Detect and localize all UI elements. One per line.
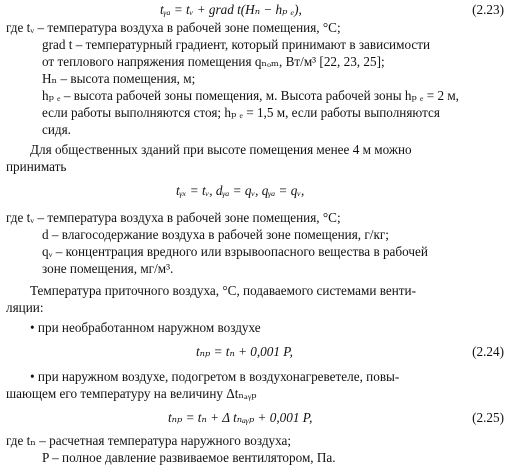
definition-tv: где tᵥ – температура воздуха в рабочей зоне помещения, °С;	[6, 20, 341, 35]
definition-grad-t: grad t – температурный градиент, который принимают в зависимости	[42, 37, 431, 52]
formula-2-24: tₙₚ = tₙ + 0,001 P,	[196, 344, 293, 359]
definition-hn: Hₙ – высота помещения, м;	[42, 71, 196, 86]
definition-d: d – влагосодержание воздуха в рабочей зоне помещения, г/кг;	[42, 227, 389, 242]
equation-number-2-23: (2.23)	[472, 2, 504, 17]
definition-grad-t-cont: от теплового напряжения помещения qₙₒₘ, Вт/м³ [22, 23, 25];	[42, 54, 385, 69]
definition-qv: qᵥ – концентрация вредного или взрывоопасного вещества в рабочей	[42, 244, 428, 259]
definition-tn: где tₙ – расчетная температура наружного воздуха;	[6, 433, 292, 448]
paragraph-supply-air: Температура приточного воздуха, °С, подаваемого системами венти-	[30, 283, 416, 298]
definition-qv-cont: зоне помещения, мг/м³.	[42, 261, 174, 276]
definition-hrz-cont: если работы выполняются стоя; hₚ ₑ = 1,5 м, если работы выполняются	[42, 105, 440, 120]
formula-public-buildings: tᵧₓ = tᵥ, dᵧₐ = qᵥ, qᵧₐ = qᵥ,	[176, 183, 305, 198]
equation-number-2-25: (2.25)	[472, 410, 504, 425]
definition-tv-2: где tᵥ – температура воздуха в рабочей зоне помещения, °С;	[6, 210, 341, 225]
paragraph-public-buildings-cont: принимать	[6, 159, 67, 174]
paragraph-supply-air-cont: ляции:	[6, 300, 44, 315]
equation-number-2-24: (2.24)	[472, 344, 504, 359]
paragraph-public-buildings: Для общественных зданий при высоте помещения менее 4 м можно	[30, 142, 412, 157]
formula-2-25: tₙₚ = tₙ + Δ tₙₐᵧₚ + 0,001 P,	[168, 410, 313, 425]
bullet-heated-air: • при наружном воздухе, подогретом в воздухонагреветеле, повы-	[30, 369, 400, 384]
bullet-untreated-air: • при необработанном наружном воздухе	[30, 320, 261, 335]
definition-hrz: hₚ ₑ – высота рабочей зоны помещения, м. Высота рабочей зоны hₚ ₑ = 2 м,	[42, 88, 459, 103]
formula-2-23: tᵧₐ = tᵥ + grad t(Hₙ − hₚ ₑ),	[160, 2, 302, 17]
bullet-heated-air-cont: шающем его температуру на величину Δtₙₐᵧₚ	[6, 386, 257, 401]
definition-hrz-end: сидя.	[42, 122, 71, 137]
definition-p: P – полное давление развиваемое вентилятором, Па.	[42, 450, 336, 465]
